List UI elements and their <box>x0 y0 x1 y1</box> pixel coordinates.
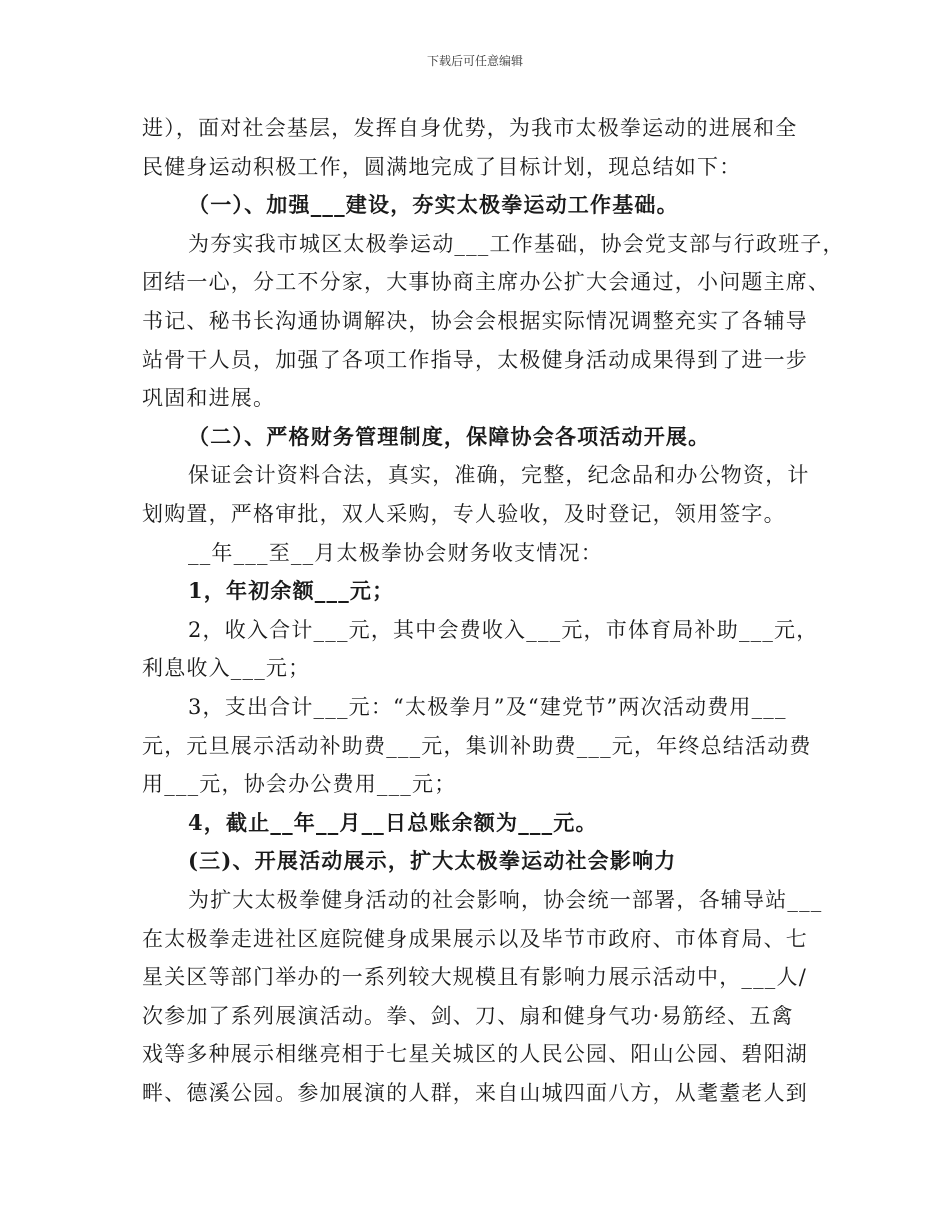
section-heading-line: （一）、加强___建设，夯实太极拳运动工作基础。 <box>188 192 679 218</box>
section-heading-line: 1，年初余额___元； <box>188 578 395 604</box>
paragraph-line: 星关区等部门举办的一系列较大规模且有影响力展示活动中，___人/ <box>142 965 807 990</box>
section-heading-line: (三)、开展活动展示，扩大太极拳运动社会影响力 <box>188 848 677 874</box>
paragraph-line: 利息收入___元； <box>142 656 311 681</box>
paragraph-line: 2，收入合计___元，其中会费收入___元，市体育局补助___元， <box>188 617 819 642</box>
paragraph-line: 元，元旦展示活动补助费___元，集训补助费___元，年终总结活动费 <box>142 733 812 758</box>
paragraph-line: 用___元，协会办公费用___元； <box>142 772 457 797</box>
paragraph-line: __年___至__月太极拳协会财务收支情况： <box>188 540 603 565</box>
paragraph-line: 民健身运动积极工作，圆满地完成了目标计划，现总结如下： <box>142 154 742 179</box>
paragraph-line: 为扩大太极拳健身活动的社会影响，协会统一部署，各辅导站___ <box>188 888 823 912</box>
section-heading-line: （二）、严格财务管理制度，保障协会各项活动开展。 <box>188 423 711 449</box>
paragraph-line: 站骨干人员，加强了各项工作指导，太极健身活动成果得到了进一步 <box>142 347 808 372</box>
paragraph-line: 进），面对社会基层，发挥自身优势，为我市太极拳运动的进展和全 <box>142 116 798 140</box>
paragraph-line: 团结一心，分工不分家，大事协商主席办公扩大会通过，小问题主席、 <box>142 270 831 295</box>
paragraph-line: 3，支出合计___元：“太极拳月”及“建党节”两次活动费用___ <box>188 695 787 719</box>
paragraph-line: 为夯实我市城区太极拳运动___工作基础，协会党支部与行政班子， <box>188 231 845 256</box>
paragraph-line: 畔、德溪公园。参加展演的人群，来自山城四面八方，从耄耋老人到 <box>142 1081 808 1105</box>
paragraph-line: 戏等多种展示相继亮相于七星关城区的人民公园、阳山公园、碧阳湖 <box>142 1042 808 1067</box>
paragraph-line: 次参加了系列展演活动。拳、剑、刀、扇和健身气功·易筋经、五禽 <box>142 1003 794 1028</box>
section-heading-line: 4，截止__年__月__日总账余额为___元。 <box>188 809 598 835</box>
paragraph-line: 在太极拳走进社区庭院健身成果展示以及毕节市政府、市体育局、七 <box>142 926 808 951</box>
paragraph-line: 书记、秘书长沟通协调解决，协会会根据实际情况调整充实了各辅导 <box>142 309 808 333</box>
paragraph-line: 保证会计资料合法，真实，准确，完整，纪念品和办公物资，计 <box>188 463 810 488</box>
page-header: 下载后可任意编辑 <box>426 54 523 68</box>
paragraph-line: 划购置，严格审批，双人采购，专人验收，及时登记，领用签字。 <box>142 502 786 526</box>
paragraph-line: 巩固和进展。 <box>142 386 276 411</box>
